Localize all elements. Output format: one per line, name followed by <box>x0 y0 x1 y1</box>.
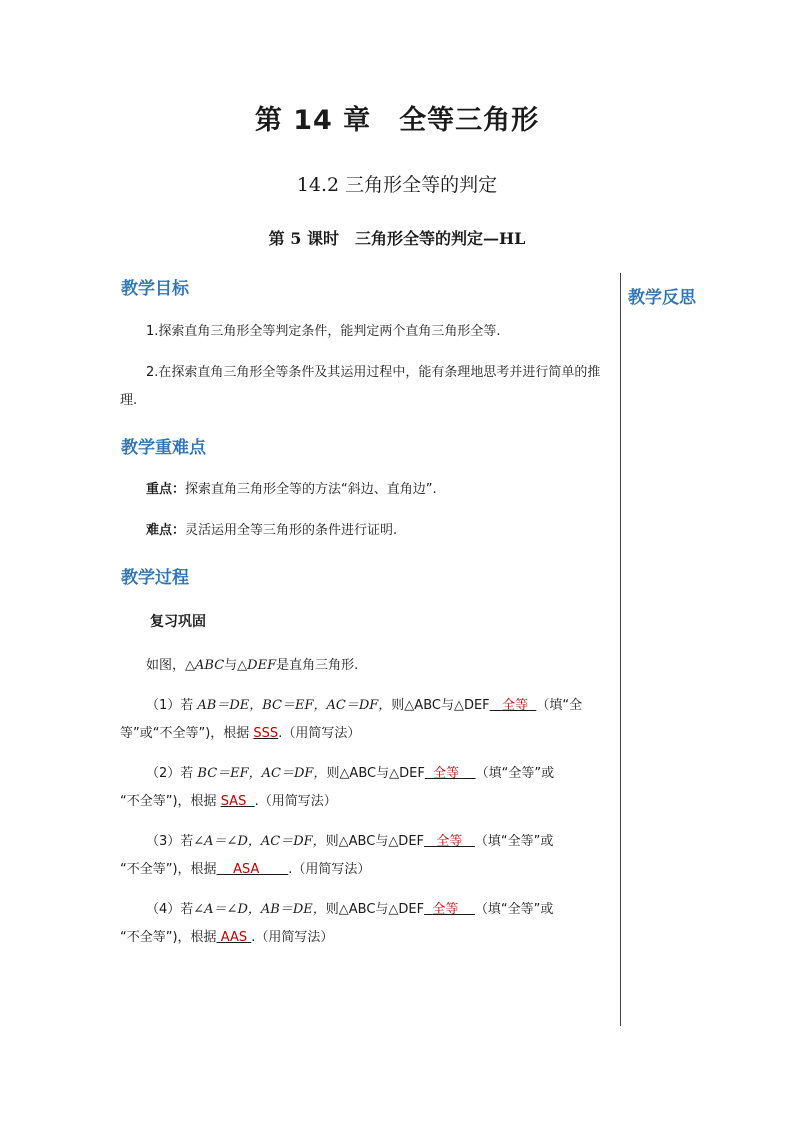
q3-line2-prefix: “不全等”)，根据 <box>120 862 217 877</box>
q3-number: （3）若 <box>146 834 194 849</box>
process-heading: 教学过程 <box>121 568 189 588</box>
question-2-line-2 <box>120 788 617 816</box>
q1-fill-hint: （填“全 <box>536 698 583 713</box>
q4-condition: ∠A＝∠D，AB＝DE， <box>193 902 326 917</box>
q2-line2-suffix: .（用简写法） <box>254 794 337 809</box>
q3-fill-hint: （填“全等”或 <box>474 834 554 849</box>
q4-line2-suffix: .（用简写法） <box>251 930 334 945</box>
intro-line <box>120 652 643 680</box>
triangle-def: △DEF <box>237 658 277 673</box>
q4-number: （4）若 <box>146 902 194 917</box>
q2-number: （2）若 <box>146 766 198 781</box>
q1-line2-suffix: .（用简写法） <box>278 726 361 741</box>
q2-then: 则△ABC与△DEF <box>326 766 425 781</box>
q4-fill-hint: （填“全等”或 <box>474 902 554 917</box>
intro-prefix: 如图， <box>146 658 186 673</box>
q1-number: （1）若 <box>146 698 198 713</box>
q1-line2-prefix: 等”或“不全等”)，根据 <box>120 726 254 741</box>
q1-method: SSS <box>253 726 279 741</box>
q1-condition: AB＝DE，BC＝EF，AC＝DF， <box>197 698 392 713</box>
question-1-line-2 <box>120 720 617 748</box>
objective-item-2: 2.在探索直角三角形全等条件及其运用过程中，能有条理地思考并进行简单的推理. <box>120 365 601 408</box>
intro-suffix: 是直角三角形. <box>276 658 359 673</box>
question-3-line-2 <box>120 856 617 884</box>
q4-method: AAS <box>220 930 248 945</box>
difficult-point-label: 难点： <box>146 523 186 538</box>
key-points-heading: 教学重难点 <box>121 438 206 458</box>
q1-answer: 全等 <box>502 698 529 713</box>
review-heading: 复习巩固 <box>150 614 206 630</box>
triangle-abc: △ABC <box>185 658 225 673</box>
q3-then: 则△ABC与△DEF <box>325 834 425 849</box>
objectives-heading: 教学目标 <box>121 279 189 299</box>
chapter-title: 第 14 章 全等三角形 <box>254 105 540 136</box>
q3-method: ASA <box>233 862 260 877</box>
difficult-point-text: 灵活运用全等三角形的条件进行证明. <box>185 523 398 538</box>
q2-line2-prefix: “不全等”)，根据 <box>120 794 221 809</box>
question-1-line-1 <box>120 692 643 720</box>
key-point-text: 探索直角三角形全等的方法“斜边、直角边”. <box>185 482 437 497</box>
q3-condition: ∠A＝∠D，AC＝DF， <box>193 834 326 849</box>
section-title: 14.2 三角形全等的判定 <box>296 174 498 196</box>
reflection-heading: 教学反思 <box>628 288 696 308</box>
key-point-line <box>120 476 643 504</box>
objective-item-1: 1.探索直角三角形全等判定条件，能判定两个直角三角形全等. <box>146 324 501 339</box>
difficult-point-line <box>120 517 643 545</box>
q2-method: SAS <box>220 794 247 809</box>
key-point-label: 重点： <box>146 482 186 497</box>
q1-then: 则△ABC与△DEF <box>391 698 490 713</box>
q2-answer: 全等 <box>433 766 460 781</box>
intro-with: 与 <box>224 658 238 673</box>
question-3-line-1 <box>120 828 643 856</box>
lesson-title: 第 5 课时 三角形全等的判定—HL <box>268 229 526 248</box>
question-4-line-2 <box>120 924 617 952</box>
q3-line2-suffix: .（用简写法） <box>288 862 371 877</box>
q4-line2-prefix: “不全等”)，根据 <box>120 930 217 945</box>
question-4-line-1 <box>120 896 643 924</box>
question-2-line-1 <box>120 760 643 788</box>
q4-then: 则△ABC与△DEF <box>325 902 425 917</box>
q3-answer: 全等 <box>436 834 463 849</box>
q2-condition: BC＝EF，AC＝DF， <box>197 766 327 781</box>
q2-fill-hint: （填“全等”或 <box>475 766 555 781</box>
q4-answer: 全等 <box>432 902 459 917</box>
